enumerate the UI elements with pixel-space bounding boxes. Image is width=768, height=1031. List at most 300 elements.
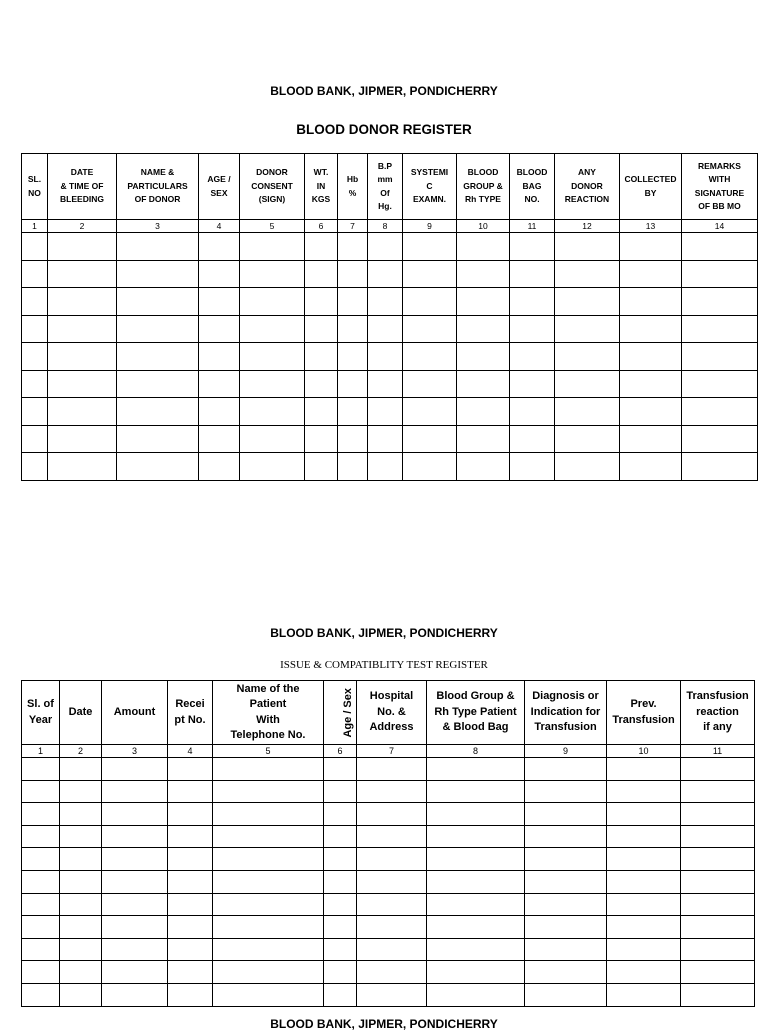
- column-number: 6: [305, 220, 338, 233]
- table-cell: [357, 916, 427, 939]
- column-header-line: Patient: [249, 698, 287, 710]
- table-row: [22, 825, 755, 848]
- table-cell: [240, 370, 305, 398]
- column-header-line: Blood Group &: [436, 690, 515, 703]
- column-number: 3: [117, 220, 199, 233]
- table-cell: [168, 825, 213, 848]
- table-cell: [607, 825, 681, 848]
- column-header-line: NO.: [524, 194, 540, 205]
- table-cell: [457, 260, 510, 288]
- table-row: [22, 425, 758, 453]
- table-cell: [48, 370, 117, 398]
- column-header-line: reaction: [696, 705, 739, 718]
- table-cell: [60, 916, 102, 939]
- table-cell: [427, 893, 525, 916]
- table-cell: [357, 848, 427, 871]
- table-cell: [22, 453, 48, 481]
- column-header-line: SYSTEMI: [410, 167, 449, 178]
- table-cell: [48, 288, 117, 316]
- table-cell: [117, 288, 199, 316]
- table-cell: [338, 233, 368, 261]
- table-cell: [22, 260, 48, 288]
- table-cell: [199, 288, 240, 316]
- table-cell: [60, 848, 102, 871]
- table-cell: [102, 758, 168, 781]
- table-cell: [457, 315, 510, 343]
- table-row: [22, 758, 755, 781]
- table-cell: [403, 425, 457, 453]
- table-cell: [213, 758, 324, 781]
- table-row: [22, 315, 758, 343]
- table-cell: [681, 870, 755, 893]
- table-cell: [403, 288, 457, 316]
- table-cell: [681, 961, 755, 984]
- table-row: [22, 983, 755, 1006]
- table-cell: [199, 233, 240, 261]
- table-cell: [22, 893, 60, 916]
- table-cell: [305, 315, 338, 343]
- column-header-line: Diagnosis or: [532, 690, 599, 703]
- table-cell: [403, 343, 457, 371]
- table-cell: [168, 758, 213, 781]
- table-cell: [22, 398, 48, 426]
- table-cell: [357, 983, 427, 1006]
- column-header-line: & Blood Bag: [442, 721, 509, 734]
- table-cell: [48, 260, 117, 288]
- column-header-line: DONOR: [256, 167, 288, 178]
- table-cell: [510, 343, 555, 371]
- column-header-line: WITH: [708, 174, 731, 184]
- table-cell: [368, 260, 403, 288]
- table-cell: [48, 398, 117, 426]
- table-cell: [427, 916, 525, 939]
- table-cell: [48, 233, 117, 261]
- column-header-line: IN: [316, 180, 326, 191]
- issue-register-table: [21, 680, 755, 1007]
- table-cell: [403, 260, 457, 288]
- table-cell: [240, 398, 305, 426]
- table-cell: [682, 425, 758, 453]
- column-header-line: Name of the: [236, 682, 300, 695]
- column-header-line: BLOOD: [516, 167, 548, 178]
- table-cell: [48, 425, 117, 453]
- table-cell: [682, 315, 758, 343]
- table-cell: [60, 780, 102, 803]
- table-cell: [510, 288, 555, 316]
- column-header-line: Telephone No.: [230, 729, 306, 741]
- table-cell: [525, 825, 607, 848]
- table-cell: [60, 961, 102, 984]
- column-header: [607, 681, 681, 745]
- column-header: [368, 154, 403, 220]
- table-cell: [357, 870, 427, 893]
- table-cell: [22, 825, 60, 848]
- table-cell: [168, 983, 213, 1006]
- table-cell: [457, 453, 510, 481]
- table-cell: [403, 398, 457, 426]
- table-row: [22, 961, 755, 984]
- table-cell: [60, 938, 102, 961]
- column-header: [48, 154, 117, 220]
- column-header-line: Of: [380, 187, 390, 198]
- table-cell: [22, 916, 60, 939]
- table-cell: [102, 961, 168, 984]
- table-cell: [338, 260, 368, 288]
- table-cell: [555, 370, 620, 398]
- table-cell: [607, 848, 681, 871]
- table-cell: [555, 343, 620, 371]
- column-number: 10: [457, 220, 510, 233]
- column-header-line: Recei: [175, 698, 205, 710]
- column-number: 1: [22, 220, 48, 233]
- table-cell: [682, 233, 758, 261]
- table-cell: [457, 425, 510, 453]
- table-cell: [607, 961, 681, 984]
- table-cell: [117, 370, 199, 398]
- table-cell: [620, 260, 682, 288]
- table-cell: [60, 758, 102, 781]
- column-header-line: & TIME OF: [60, 180, 104, 191]
- table-cell: [102, 825, 168, 848]
- column-number: 2: [48, 220, 117, 233]
- table-cell: [368, 425, 403, 453]
- column-header: [199, 154, 240, 220]
- table-row: [22, 780, 755, 803]
- column-header-line: Address: [369, 721, 414, 734]
- table-cell: [681, 916, 755, 939]
- table-cell: [620, 370, 682, 398]
- table-cell: [60, 825, 102, 848]
- column-number: 13: [620, 220, 682, 233]
- issue-register-institution: BLOOD BANK, JIPMER, PONDICHERRY: [270, 626, 498, 640]
- table-cell: [213, 780, 324, 803]
- table-cell: [213, 961, 324, 984]
- table-row: [22, 398, 758, 426]
- column-header: [305, 154, 338, 220]
- column-number: 11: [681, 745, 755, 758]
- table-cell: [102, 938, 168, 961]
- table-cell: [403, 370, 457, 398]
- table-cell: [22, 343, 48, 371]
- column-header-line: Hb: [346, 174, 359, 184]
- column-header-line: Hg.: [378, 201, 392, 211]
- table-cell: [357, 803, 427, 826]
- table-cell: [324, 961, 357, 984]
- column-header: [682, 154, 758, 220]
- table-cell: [510, 453, 555, 481]
- table-cell: [681, 893, 755, 916]
- column-number: 14: [682, 220, 758, 233]
- table-cell: [305, 343, 338, 371]
- table-cell: [607, 938, 681, 961]
- column-header: [620, 154, 682, 220]
- column-header-line: BY: [644, 187, 657, 198]
- table-cell: [607, 893, 681, 916]
- table-cell: [525, 803, 607, 826]
- column-header-line: Sl. of: [27, 698, 54, 710]
- column-header-line: if any: [703, 721, 732, 734]
- table-cell: [324, 825, 357, 848]
- table-cell: [368, 233, 403, 261]
- table-cell: [22, 961, 60, 984]
- table-cell: [213, 893, 324, 916]
- table-cell: [681, 938, 755, 961]
- table-cell: [324, 758, 357, 781]
- table-cell: [555, 453, 620, 481]
- table-cell: [620, 343, 682, 371]
- column-header-line: COLLECTED: [624, 174, 677, 184]
- table-cell: [427, 803, 525, 826]
- table-cell: [324, 780, 357, 803]
- table-cell: [213, 938, 324, 961]
- table-row: [22, 803, 755, 826]
- table-cell: [338, 398, 368, 426]
- table-cell: [525, 893, 607, 916]
- column-header-line: KGS: [311, 194, 331, 205]
- column-header-line: Year: [28, 713, 53, 726]
- table-cell: [324, 870, 357, 893]
- table-cell: [60, 893, 102, 916]
- table-cell: [681, 780, 755, 803]
- table-cell: [525, 780, 607, 803]
- table-cell: [607, 758, 681, 781]
- table-cell: [357, 825, 427, 848]
- column-header-line: BLOOD: [467, 167, 499, 178]
- table-cell: [305, 233, 338, 261]
- column-header-line: Hospital: [369, 690, 414, 703]
- table-cell: [199, 398, 240, 426]
- table-cell: [60, 803, 102, 826]
- table-cell: [620, 315, 682, 343]
- table-cell: [368, 343, 403, 371]
- table-cell: [357, 961, 427, 984]
- column-header-line: BAG: [522, 180, 542, 191]
- table-cell: [324, 848, 357, 871]
- table-cell: [305, 398, 338, 426]
- table-cell: [213, 848, 324, 871]
- column-number: 8: [368, 220, 403, 233]
- table-cell: [368, 315, 403, 343]
- table-row: [22, 848, 755, 871]
- table-cell: [457, 370, 510, 398]
- column-header: [525, 681, 607, 745]
- table-cell: [607, 916, 681, 939]
- column-header-line: WT.: [313, 167, 329, 178]
- table-cell: [240, 453, 305, 481]
- column-number: 4: [168, 745, 213, 758]
- table-cell: [555, 260, 620, 288]
- table-cell: [102, 780, 168, 803]
- column-header: [324, 681, 357, 745]
- table-cell: [555, 288, 620, 316]
- table-cell: [525, 758, 607, 781]
- table-cell: [403, 233, 457, 261]
- column-header: [457, 154, 510, 220]
- column-number: 3: [102, 745, 168, 758]
- table-cell: [22, 758, 60, 781]
- table-cell: [427, 983, 525, 1006]
- column-header-line: Indication for: [530, 705, 601, 718]
- table-cell: [368, 398, 403, 426]
- table-cell: [168, 961, 213, 984]
- table-cell: [338, 425, 368, 453]
- table-cell: [324, 803, 357, 826]
- table-cell: [213, 983, 324, 1006]
- column-header-line: SIGNATURE: [694, 187, 745, 198]
- table-cell: [213, 870, 324, 893]
- table-cell: [305, 453, 338, 481]
- table-cell: [525, 848, 607, 871]
- table-cell: [682, 260, 758, 288]
- table-cell: [525, 961, 607, 984]
- table-cell: [22, 425, 48, 453]
- table-cell: [48, 453, 117, 481]
- table-cell: [427, 780, 525, 803]
- table-row: [22, 916, 755, 939]
- table-cell: [168, 938, 213, 961]
- table-cell: [510, 398, 555, 426]
- column-number: 9: [403, 220, 457, 233]
- table-cell: [368, 370, 403, 398]
- table-row: [22, 233, 758, 261]
- table-cell: [620, 288, 682, 316]
- table-cell: [305, 425, 338, 453]
- table-cell: [403, 453, 457, 481]
- table-cell: [682, 370, 758, 398]
- table-cell: [102, 983, 168, 1006]
- column-header-line: %: [348, 187, 357, 198]
- table-cell: [324, 938, 357, 961]
- column-number: 5: [213, 745, 324, 758]
- table-cell: [607, 803, 681, 826]
- table-cell: [510, 315, 555, 343]
- column-header: [22, 681, 60, 745]
- table-cell: [168, 780, 213, 803]
- table-cell: [555, 398, 620, 426]
- column-number: 5: [240, 220, 305, 233]
- donor-register-table: [21, 153, 758, 481]
- column-header-line: EXAMN.: [412, 194, 447, 205]
- column-header-line: C: [426, 180, 433, 191]
- table-cell: [620, 453, 682, 481]
- table-cell: [117, 260, 199, 288]
- table-cell: [510, 425, 555, 453]
- table-cell: [199, 343, 240, 371]
- column-header-line: DATE: [70, 167, 94, 178]
- table-cell: [368, 453, 403, 481]
- table-cell: [510, 260, 555, 288]
- table-cell: [682, 343, 758, 371]
- column-header-line: (SIGN): [258, 194, 286, 205]
- table-cell: [338, 370, 368, 398]
- table-cell: [168, 870, 213, 893]
- table-cell: [22, 848, 60, 871]
- table-row: [22, 870, 755, 893]
- table-cell: [510, 233, 555, 261]
- column-number: 11: [510, 220, 555, 233]
- column-number: 7: [338, 220, 368, 233]
- column-header: [117, 154, 199, 220]
- table-cell: [427, 758, 525, 781]
- column-header: [357, 681, 427, 745]
- table-cell: [213, 916, 324, 939]
- issue-register-title: ISSUE & COMPATIBLITY TEST REGISTER: [280, 659, 488, 671]
- table-cell: [368, 288, 403, 316]
- table-cell: [525, 983, 607, 1006]
- column-header-line: Age / Sex: [342, 687, 355, 738]
- table-cell: [240, 343, 305, 371]
- table-cell: [607, 983, 681, 1006]
- column-header-line: PARTICULARS: [127, 180, 188, 191]
- table-cell: [620, 425, 682, 453]
- table-cell: [681, 758, 755, 781]
- column-header-line: CONSENT: [251, 180, 293, 191]
- table-cell: [117, 425, 199, 453]
- column-header-line: Rh TYPE: [465, 194, 501, 205]
- table-cell: [199, 315, 240, 343]
- table-cell: [240, 233, 305, 261]
- table-cell: [240, 288, 305, 316]
- table-cell: [305, 260, 338, 288]
- column-header-line: pt No.: [174, 713, 206, 726]
- table-row: [22, 260, 758, 288]
- table-cell: [681, 803, 755, 826]
- table-cell: [555, 315, 620, 343]
- column-number: 4: [199, 220, 240, 233]
- table-cell: [117, 233, 199, 261]
- table-cell: [199, 260, 240, 288]
- column-header: [22, 154, 48, 220]
- table-cell: [199, 453, 240, 481]
- column-header-line: BLEEDING: [60, 194, 104, 205]
- column-header: [427, 681, 525, 745]
- table-cell: [457, 343, 510, 371]
- column-header: [555, 154, 620, 220]
- table-cell: [324, 916, 357, 939]
- table-cell: [555, 425, 620, 453]
- table-cell: [213, 803, 324, 826]
- column-header-line: Date: [68, 705, 93, 718]
- column-header-line: REMARKS: [698, 160, 741, 171]
- table-row: [22, 370, 758, 398]
- table-cell: [525, 870, 607, 893]
- column-header-line: Transfusion: [612, 713, 675, 726]
- table-cell: [457, 233, 510, 261]
- column-number: 8: [427, 745, 525, 758]
- column-header: [102, 681, 168, 745]
- table-cell: [403, 315, 457, 343]
- table-cell: [102, 803, 168, 826]
- table-cell: [427, 938, 525, 961]
- table-cell: [168, 803, 213, 826]
- column-header: [240, 154, 305, 220]
- column-header: [213, 681, 324, 745]
- table-cell: [682, 288, 758, 316]
- column-header: [403, 154, 457, 220]
- column-header-line: ANY: [578, 167, 596, 178]
- table-row: [22, 288, 758, 316]
- table-cell: [338, 315, 368, 343]
- table-row: [22, 343, 758, 371]
- column-number: 2: [60, 745, 102, 758]
- table-cell: [240, 425, 305, 453]
- column-number: 7: [357, 745, 427, 758]
- table-cell: [427, 825, 525, 848]
- table-cell: [555, 233, 620, 261]
- table-cell: [213, 825, 324, 848]
- column-header-line: DONOR: [571, 180, 603, 191]
- table-cell: [427, 961, 525, 984]
